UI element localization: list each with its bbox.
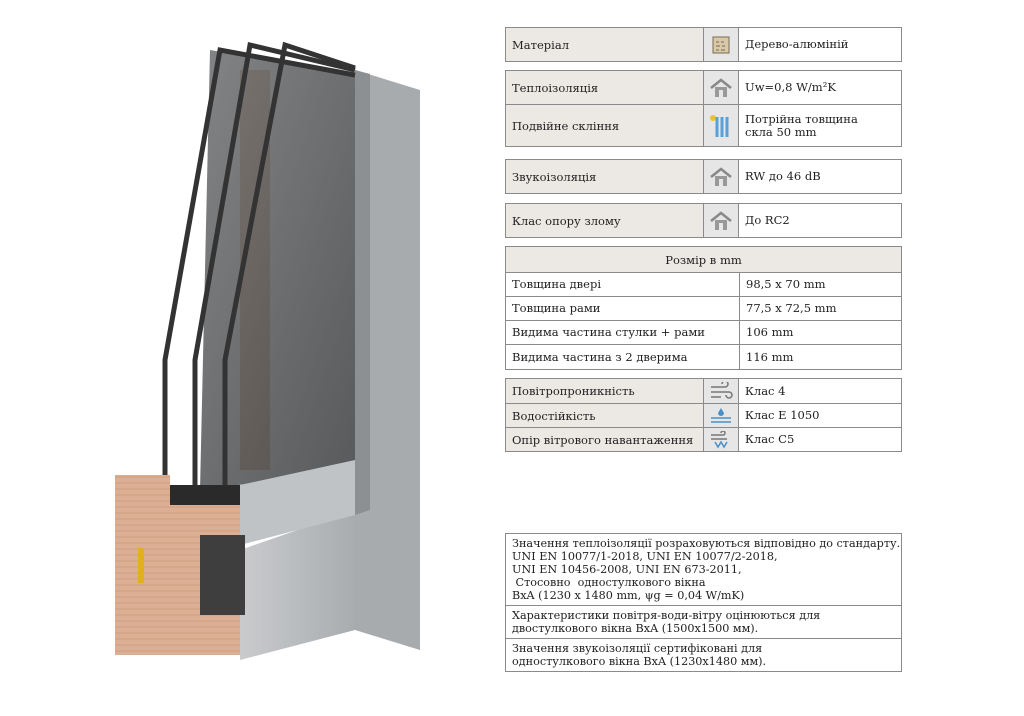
house-icon <box>703 160 739 193</box>
spec-row <box>506 160 901 193</box>
performance-value: Клас 4 <box>739 379 901 403</box>
glazing-icon <box>703 105 739 146</box>
dimension-row <box>506 272 901 296</box>
dimension-value: 77,5 x 72,5 mm <box>739 297 901 320</box>
spec-label: Теплоізоляція <box>506 71 703 104</box>
house-icon <box>703 71 739 104</box>
dimension-value: 116 mm <box>739 345 901 369</box>
spec-table-burglary <box>505 203 902 238</box>
note-line: UNI EN 10456-2008, UNI EN 673-2011, <box>512 563 742 576</box>
spec-value: RW до 46 dB <box>739 160 901 193</box>
performance-label: Опір вітрового навантаження <box>506 428 703 451</box>
performance-row <box>506 403 901 427</box>
spec-table-thermal <box>505 70 902 147</box>
performance-value: Клас E 1050 <box>739 404 901 427</box>
performance-table <box>505 378 902 452</box>
spec-row <box>506 204 901 237</box>
spec-value: Uw=0,8 W/m²K <box>739 71 901 104</box>
performance-value: Клас C5 <box>739 428 901 451</box>
spec-value: Дерево-алюміній <box>739 28 901 61</box>
note-line: BxA (1230 x 1480 mm, ψg = 0,04 W/mK) <box>512 589 745 602</box>
dimension-value: 98,5 x 70 mm <box>739 273 901 296</box>
dimension-row <box>506 320 901 344</box>
notes-box <box>505 533 902 672</box>
spec-value: До RC2 <box>739 204 901 237</box>
performance-label: Повітропроникність <box>506 379 703 403</box>
spec-label: Звукоізоляція <box>506 160 703 193</box>
spec-table-material <box>505 27 902 62</box>
dimension-label: Товщина двері <box>506 273 739 296</box>
dimension-label: Видима частина з 2 дверима <box>506 345 739 369</box>
material-icon <box>703 28 739 61</box>
spec-label: Клас опору злому <box>506 204 703 237</box>
dimensions-table <box>505 246 902 370</box>
dimension-value: 106 mm <box>739 321 901 344</box>
note-line: Значення теплоізоляції розраховуються відповідно до стандарту. <box>512 537 901 550</box>
dimensions-header-row <box>506 247 901 272</box>
dimensions-header: Розмір в mm <box>506 247 901 272</box>
note-line: одностулкового вікна BxA (1230x1480 мм). <box>512 655 767 668</box>
spec-label: Матеріал <box>506 28 703 61</box>
note-line: UNI EN 10077/1-2018, UNI EN 10077/2-2018, <box>512 550 778 563</box>
note-line: Характеристики повітря-води-вітру оцінюються для <box>512 609 821 622</box>
note-line: двостулкового вікна BxA (1500x1500 мм). <box>512 622 759 635</box>
inner-profile <box>200 535 245 615</box>
spec-row <box>506 28 901 61</box>
wind-icon <box>703 379 739 403</box>
wind-load-icon <box>703 428 739 451</box>
spec-row <box>506 104 901 146</box>
spec-value: Потрійна товщина скла 50 mm <box>739 105 901 146</box>
yellow-seal <box>138 548 144 583</box>
dimension-label: Видима частина стулки + рами <box>506 321 739 344</box>
house-icon <box>703 204 739 237</box>
spec-table-sound <box>505 159 902 194</box>
aluminium-sash <box>355 70 370 515</box>
note-air-water-wind <box>506 605 901 638</box>
note-line: Значення звукоізоляції сертифіковані для <box>512 642 763 655</box>
dimension-label: Товщина рами <box>506 297 739 320</box>
window-profile-illustration <box>100 30 460 660</box>
performance-label: Водостійкість <box>506 404 703 427</box>
note-thermal <box>506 534 901 605</box>
dimension-row <box>506 296 901 320</box>
performance-row <box>506 379 901 403</box>
wood-block-upper <box>115 475 170 560</box>
dimension-row <box>506 344 901 369</box>
note-sound <box>506 638 901 671</box>
spec-label: Подвійне скління <box>506 105 703 146</box>
gasket <box>170 485 240 507</box>
water-icon <box>703 404 739 427</box>
performance-row <box>506 427 901 451</box>
spec-row <box>506 71 901 104</box>
note-line: Стосовно одностулкового вікна <box>512 576 706 589</box>
